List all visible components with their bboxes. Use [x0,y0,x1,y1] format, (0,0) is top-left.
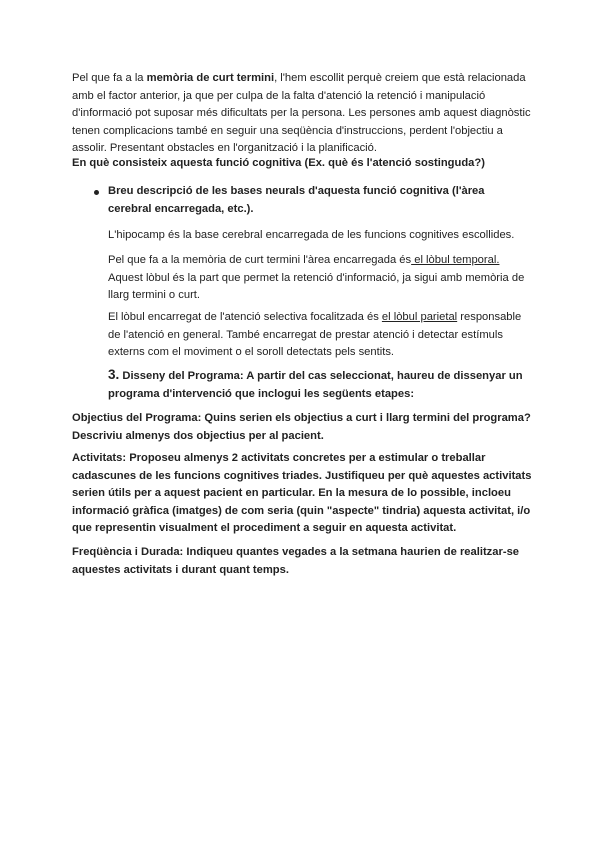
section-3-text: Disseny del Programa: A partir del cas seleccionat, haureu de dissenyar un programa d'intervenció que inclogui les següents etapes: [108,370,523,400]
parietal-lobe-link: el lòbul parietal [381,311,458,323]
bullet-paragraph-2 [108,252,528,305]
bullet-paragraph-3 [108,309,528,362]
objectives-paragraph: Objectius del Programa: Quins serien els objectius a curt i llarg termini del programa? Descriviu almenys dos objectius per al pacient. [72,412,531,442]
p2-lead: Pel que fa a la memòria de curt termini l'àrea encarregada és [108,254,412,266]
bullet-paragraph-1: L'hipocamp és la base cerebral encarregada de les funcions cognitives escollides. [108,229,515,241]
bullet-heading: Breu descripció de les bases neurals d'aquesta funció cognitiva (l'àrea cerebral encarregada, etc.). [108,185,485,215]
bullet-dot [94,190,99,195]
section-3-heading [108,366,528,403]
intro-rest: , l'hem escollit perquè creiem que està relacionada amb el factor anterior, ja que per culpa de la falta d'atenció la retenció i manipulació d'informació pot suposar més dificultats per la persona. Les persones amb aquest diagnòstic tenen complicacions també en seguir una seqüència d'instruccions, perdent l'objectiu a assolir. Presentant obstacles en l'organització i la planificació. [72,72,531,154]
intro-paragraph [72,70,532,158]
question-heading: En què consisteix aquesta funció cognitiva (Ex. què és l'atenció sostinguda?) [72,157,485,169]
section-3-number: 3. [108,367,120,382]
p3-rest: responsable de l'atenció en general. També encarregat de prestar atenció i detectar estímuls externs com el moviment o el soroll detectats pels sentits. [108,311,522,358]
frequency-paragraph: Freqüència i Durada: Indiqueu quantes vegades a la setmana haurien de realitzar-se aquestes activitats i durant quant temps. [72,546,520,576]
temporal-lobe-link: el lòbul temporal. [411,254,500,266]
p2-rest: Aquest lòbul és la part que permet la retenció d'informació, ja sigui amb memòria de llarg termini o curt. [108,271,525,301]
p3-lead: El lòbul encarregat de l'atenció selectiva focalitzada és [108,311,382,323]
intro-bold-term: memòria de curt termini [146,72,275,84]
intro-lead: Pel que fa a la [72,72,147,84]
activities-paragraph: Activitats: Proposeu almenys 2 activitats concretes per a estimular o treballar cadascunes de les funcions cognitives triades. Justifiqueu per què aquestes activitats serien útils per a aquest pacient en particular. En la mesura de lo possible, incloeu informació gràfica (imatges) de com seria (quin "aspecte" tindria) aquesta activitat, i/o que representin visualment el procediment a seguir en aquesta activitat. [72,452,532,534]
